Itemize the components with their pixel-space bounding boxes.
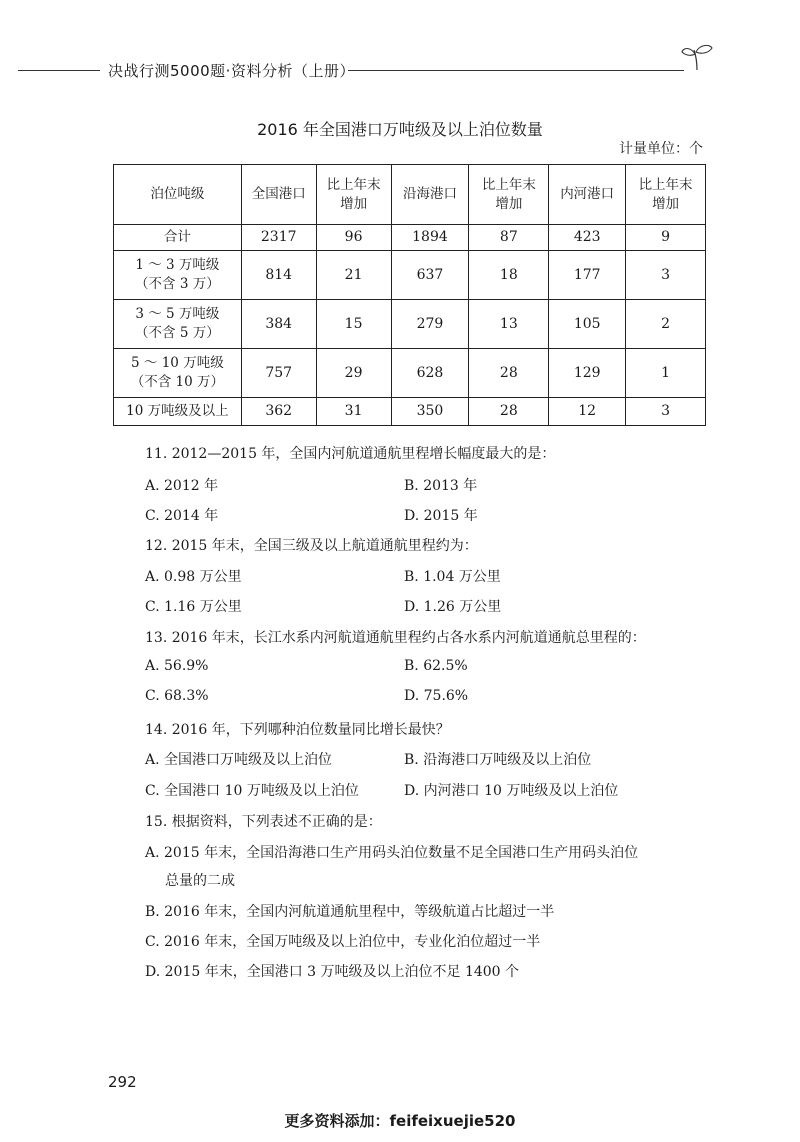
table-row (114, 349, 706, 398)
question-stem: 12. 2015 年末，全国三级及以上航道通航里程约为： (145, 538, 478, 554)
row-label-line: 5 ～ 10 万吨级 (131, 355, 224, 371)
row-label (114, 251, 242, 300)
table-cell: 21 (316, 251, 391, 300)
answer-option-continuation: 总量的二成 (165, 873, 235, 889)
row-label (114, 349, 242, 398)
header-rule-right (348, 70, 684, 71)
port-berth-table (113, 164, 706, 426)
table-cell: 1894 (391, 225, 469, 251)
row-label-line: （不含 10 万） (130, 374, 224, 390)
answer-option[interactable]: B. 2016 年末，全国内河航道通航里程中，等级航道占比超过一半 (145, 904, 555, 920)
answer-option[interactable]: B. 沿海港口万吨级及以上泊位 (404, 752, 592, 768)
answer-option[interactable]: D. 75.6% (404, 688, 469, 704)
column-header: 泊位吨级 (114, 165, 242, 225)
answer-option[interactable]: A. 2015 年末，全国沿海港口生产用码头泊位数量不足全国港口生产用码头泊位 (145, 845, 639, 861)
column-header: 比上年末 增加 (626, 165, 706, 225)
question-stem: 14. 2016 年，下列哪种泊位数量同比增长最快？ (145, 722, 450, 738)
answer-option[interactable]: B. 1.04 万公里 (404, 569, 501, 585)
table-row (114, 398, 706, 426)
table-cell: 28 (469, 349, 549, 398)
answer-option[interactable]: C. 68.3% (145, 688, 209, 704)
table-cell: 2 (626, 300, 706, 349)
answer-option[interactable]: A. 0.98 万公里 (145, 569, 242, 585)
table-cell: 637 (391, 251, 469, 300)
page-number: 292 (108, 1073, 137, 1091)
row-label-line: 1 ～ 3 万吨级 (135, 257, 220, 273)
table-cell: 350 (391, 398, 469, 426)
answer-option[interactable]: B. 2013 年 (404, 478, 478, 494)
answer-option[interactable]: B. 62.5% (404, 658, 468, 674)
table-row (114, 300, 706, 349)
table-cell: 87 (469, 225, 549, 251)
answer-option[interactable]: C. 全国港口 10 万吨级及以上泊位 (145, 783, 359, 799)
row-label-line: （不含 5 万） (135, 325, 220, 341)
answer-option[interactable]: C. 2014 年 (145, 508, 219, 524)
column-header: 全国港口 (241, 165, 316, 225)
column-header: 沿海港口 (391, 165, 469, 225)
row-label-line: 3 ～ 5 万吨级 (135, 306, 220, 322)
table-cell: 384 (241, 300, 316, 349)
running-header (0, 56, 800, 86)
answer-option[interactable]: D. 2015 年 (404, 508, 478, 524)
table-cell: 423 (549, 225, 626, 251)
table-cell: 177 (549, 251, 626, 300)
column-header: 内河港口 (549, 165, 626, 225)
table-title: 2016 年全国港口万吨级及以上泊位数量 (257, 120, 543, 139)
table-cell: 28 (469, 398, 549, 426)
answer-option[interactable]: D. 1.26 万公里 (404, 599, 502, 615)
question-stem: 11. 2012—2015 年，全国内河航道通航里程增长幅度最大的是： (145, 446, 556, 462)
table-cell: 15 (316, 300, 391, 349)
answer-option[interactable]: D. 2015 年末，全国港口 3 万吨级及以上泊位不足 1400 个 (145, 964, 520, 980)
table-cell: 2317 (241, 225, 316, 251)
question-stem: 15. 根据资料，下列表述不正确的是： (145, 814, 382, 830)
table-cell: 105 (549, 300, 626, 349)
answer-option[interactable]: A. 全国港口万吨级及以上泊位 (145, 752, 333, 768)
table-cell: 279 (391, 300, 469, 349)
answer-option[interactable]: C. 1.16 万公里 (145, 599, 242, 615)
question-stem: 13. 2016 年末，长江水系内河航道通航里程约占各水系内河航道通航总里程的： (145, 630, 646, 646)
table-cell: 1 (626, 349, 706, 398)
table-cell: 29 (316, 349, 391, 398)
table-cell: 3 (626, 398, 706, 426)
row-label (114, 225, 242, 251)
row-label-line: （不含 3 万） (135, 276, 220, 292)
answer-option[interactable]: D. 内河港口 10 万吨级及以上泊位 (404, 783, 619, 799)
table-cell: 129 (549, 349, 626, 398)
header-rule-left (18, 70, 100, 71)
column-header: 比上年末 增加 (316, 165, 391, 225)
table-cell: 96 (316, 225, 391, 251)
table-cell: 757 (241, 349, 316, 398)
table-cell: 628 (391, 349, 469, 398)
table-cell: 3 (626, 251, 706, 300)
footer-note: 更多资料添加：feifeixuejie520 (284, 1112, 516, 1130)
table-cell: 814 (241, 251, 316, 300)
row-label (114, 300, 242, 349)
answer-option[interactable]: A. 2012 年 (145, 478, 219, 494)
row-label-line: 合计 (163, 229, 191, 245)
sprout-icon (680, 42, 714, 72)
table-cell: 12 (549, 398, 626, 426)
table-cell: 31 (316, 398, 391, 426)
table-header-row (114, 165, 706, 225)
table-unit: 计量单位：个 (619, 141, 703, 157)
table-row (114, 251, 706, 300)
table-cell: 13 (469, 300, 549, 349)
table-cell: 9 (626, 225, 706, 251)
answer-option[interactable]: A. 56.9% (145, 658, 209, 674)
table-cell: 362 (241, 398, 316, 426)
row-label-line: 10 万吨级及以上 (126, 403, 229, 419)
answer-option[interactable]: C. 2016 年末，全国万吨级及以上泊位中，专业化泊位超过一半 (145, 934, 541, 950)
table-row (114, 225, 706, 251)
column-header: 比上年末 增加 (469, 165, 549, 225)
table-cell: 18 (469, 251, 549, 300)
row-label (114, 398, 242, 426)
book-title: 决战行测5000题·资料分析（上册） (108, 62, 355, 80)
